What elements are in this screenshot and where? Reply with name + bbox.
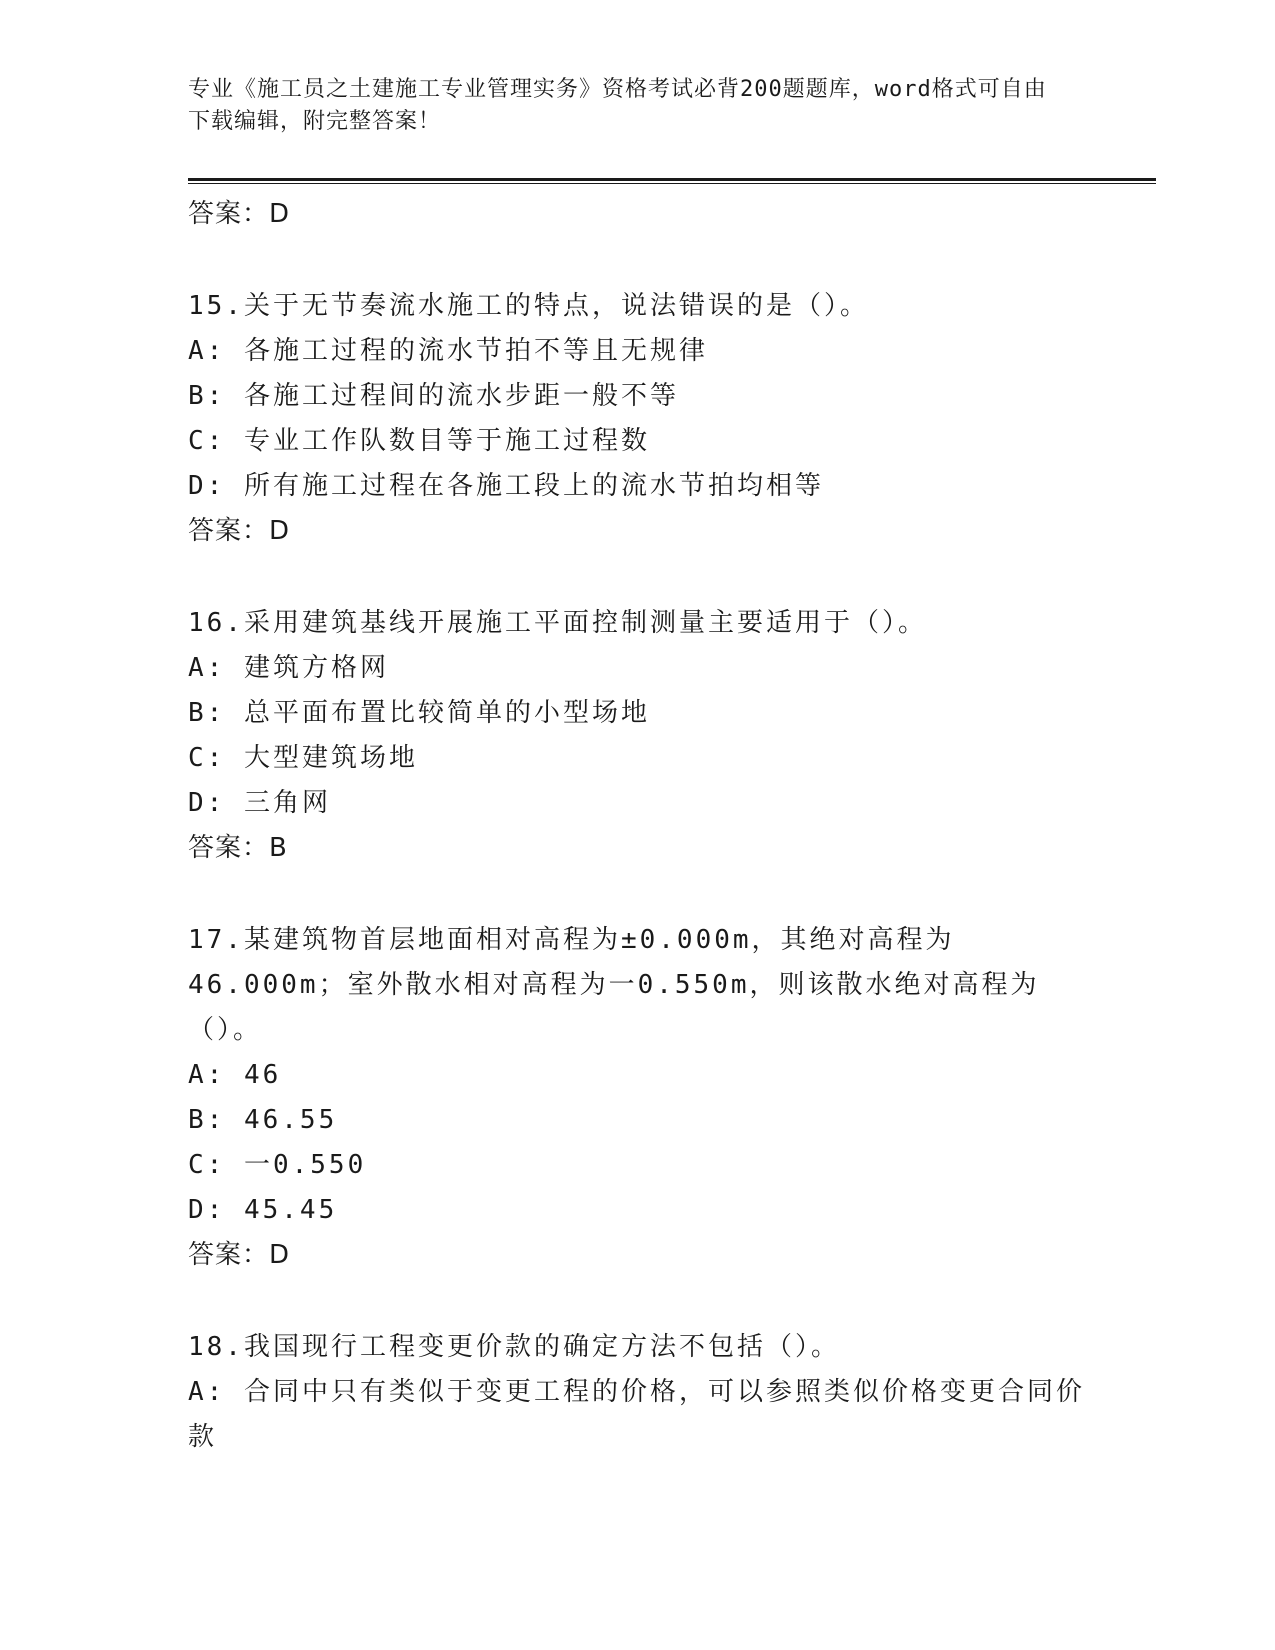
option-c: C: 一0.550 — [188, 1150, 367, 1180]
header-rule-thin — [188, 183, 1156, 184]
spacer — [188, 236, 1088, 284]
option-a: A: 各施工过程的流水节拍不等且无规律 — [188, 336, 708, 366]
spacer — [188, 1277, 1088, 1325]
option-b: B: 总平面布置比较简单的小型场地 — [188, 698, 650, 728]
option-a: A: 建筑方格网 — [188, 653, 389, 683]
answer-line: 答案：D — [188, 1240, 291, 1270]
question-block-15 — [188, 284, 1088, 553]
spacer — [188, 553, 1088, 601]
document-header: 专业《施工员之土建施工专业管理实务》资格考试必背200题题库，word格式可自由下载编辑，附完整答案！ — [188, 77, 1047, 134]
option-c: C: 大型建筑场地 — [188, 743, 418, 773]
option-a: A: 46 — [188, 1060, 282, 1090]
question-block-17 — [188, 918, 1088, 1277]
option-d: D: 45.45 — [188, 1195, 338, 1225]
question-text: 15.关于无节奏流水施工的特点，说法错误的是（）。 — [188, 291, 869, 321]
answer-line: 答案：D — [188, 516, 291, 546]
option-a: A: 合同中只有类似于变更工程的价格，可以参照类似价格变更合同价款 — [188, 1377, 1085, 1452]
question-block-18 — [188, 1325, 1088, 1460]
option-c: C: 专业工作队数目等于施工过程数 — [188, 426, 650, 456]
question-text: 18.我国现行工程变更价款的确定方法不包括（）。 — [188, 1332, 840, 1362]
question-text: 16.采用建筑基线开展施工平面控制测量主要适用于（）。 — [188, 608, 927, 638]
answer-line: 答案：D — [188, 199, 291, 229]
answer-line: 答案：B — [188, 833, 288, 863]
question-text: 17.某建筑物首层地面相对高程为±0.000m，其绝对高程为46.000m；室外散水相对高程为一0.550m，则该散水绝对高程为（）。 — [188, 925, 1040, 1045]
option-d: D: 三角网 — [188, 788, 331, 818]
spacer — [188, 870, 1088, 918]
option-d: D: 所有施工过程在各施工段上的流水节拍均相等 — [188, 471, 824, 501]
option-b: B: 46.55 — [188, 1105, 338, 1135]
question-block-16 — [188, 601, 1088, 870]
header-rule-thick — [188, 178, 1156, 181]
question-list — [188, 192, 1088, 1460]
option-b: B: 各施工过程间的流水步距一般不等 — [188, 381, 679, 411]
